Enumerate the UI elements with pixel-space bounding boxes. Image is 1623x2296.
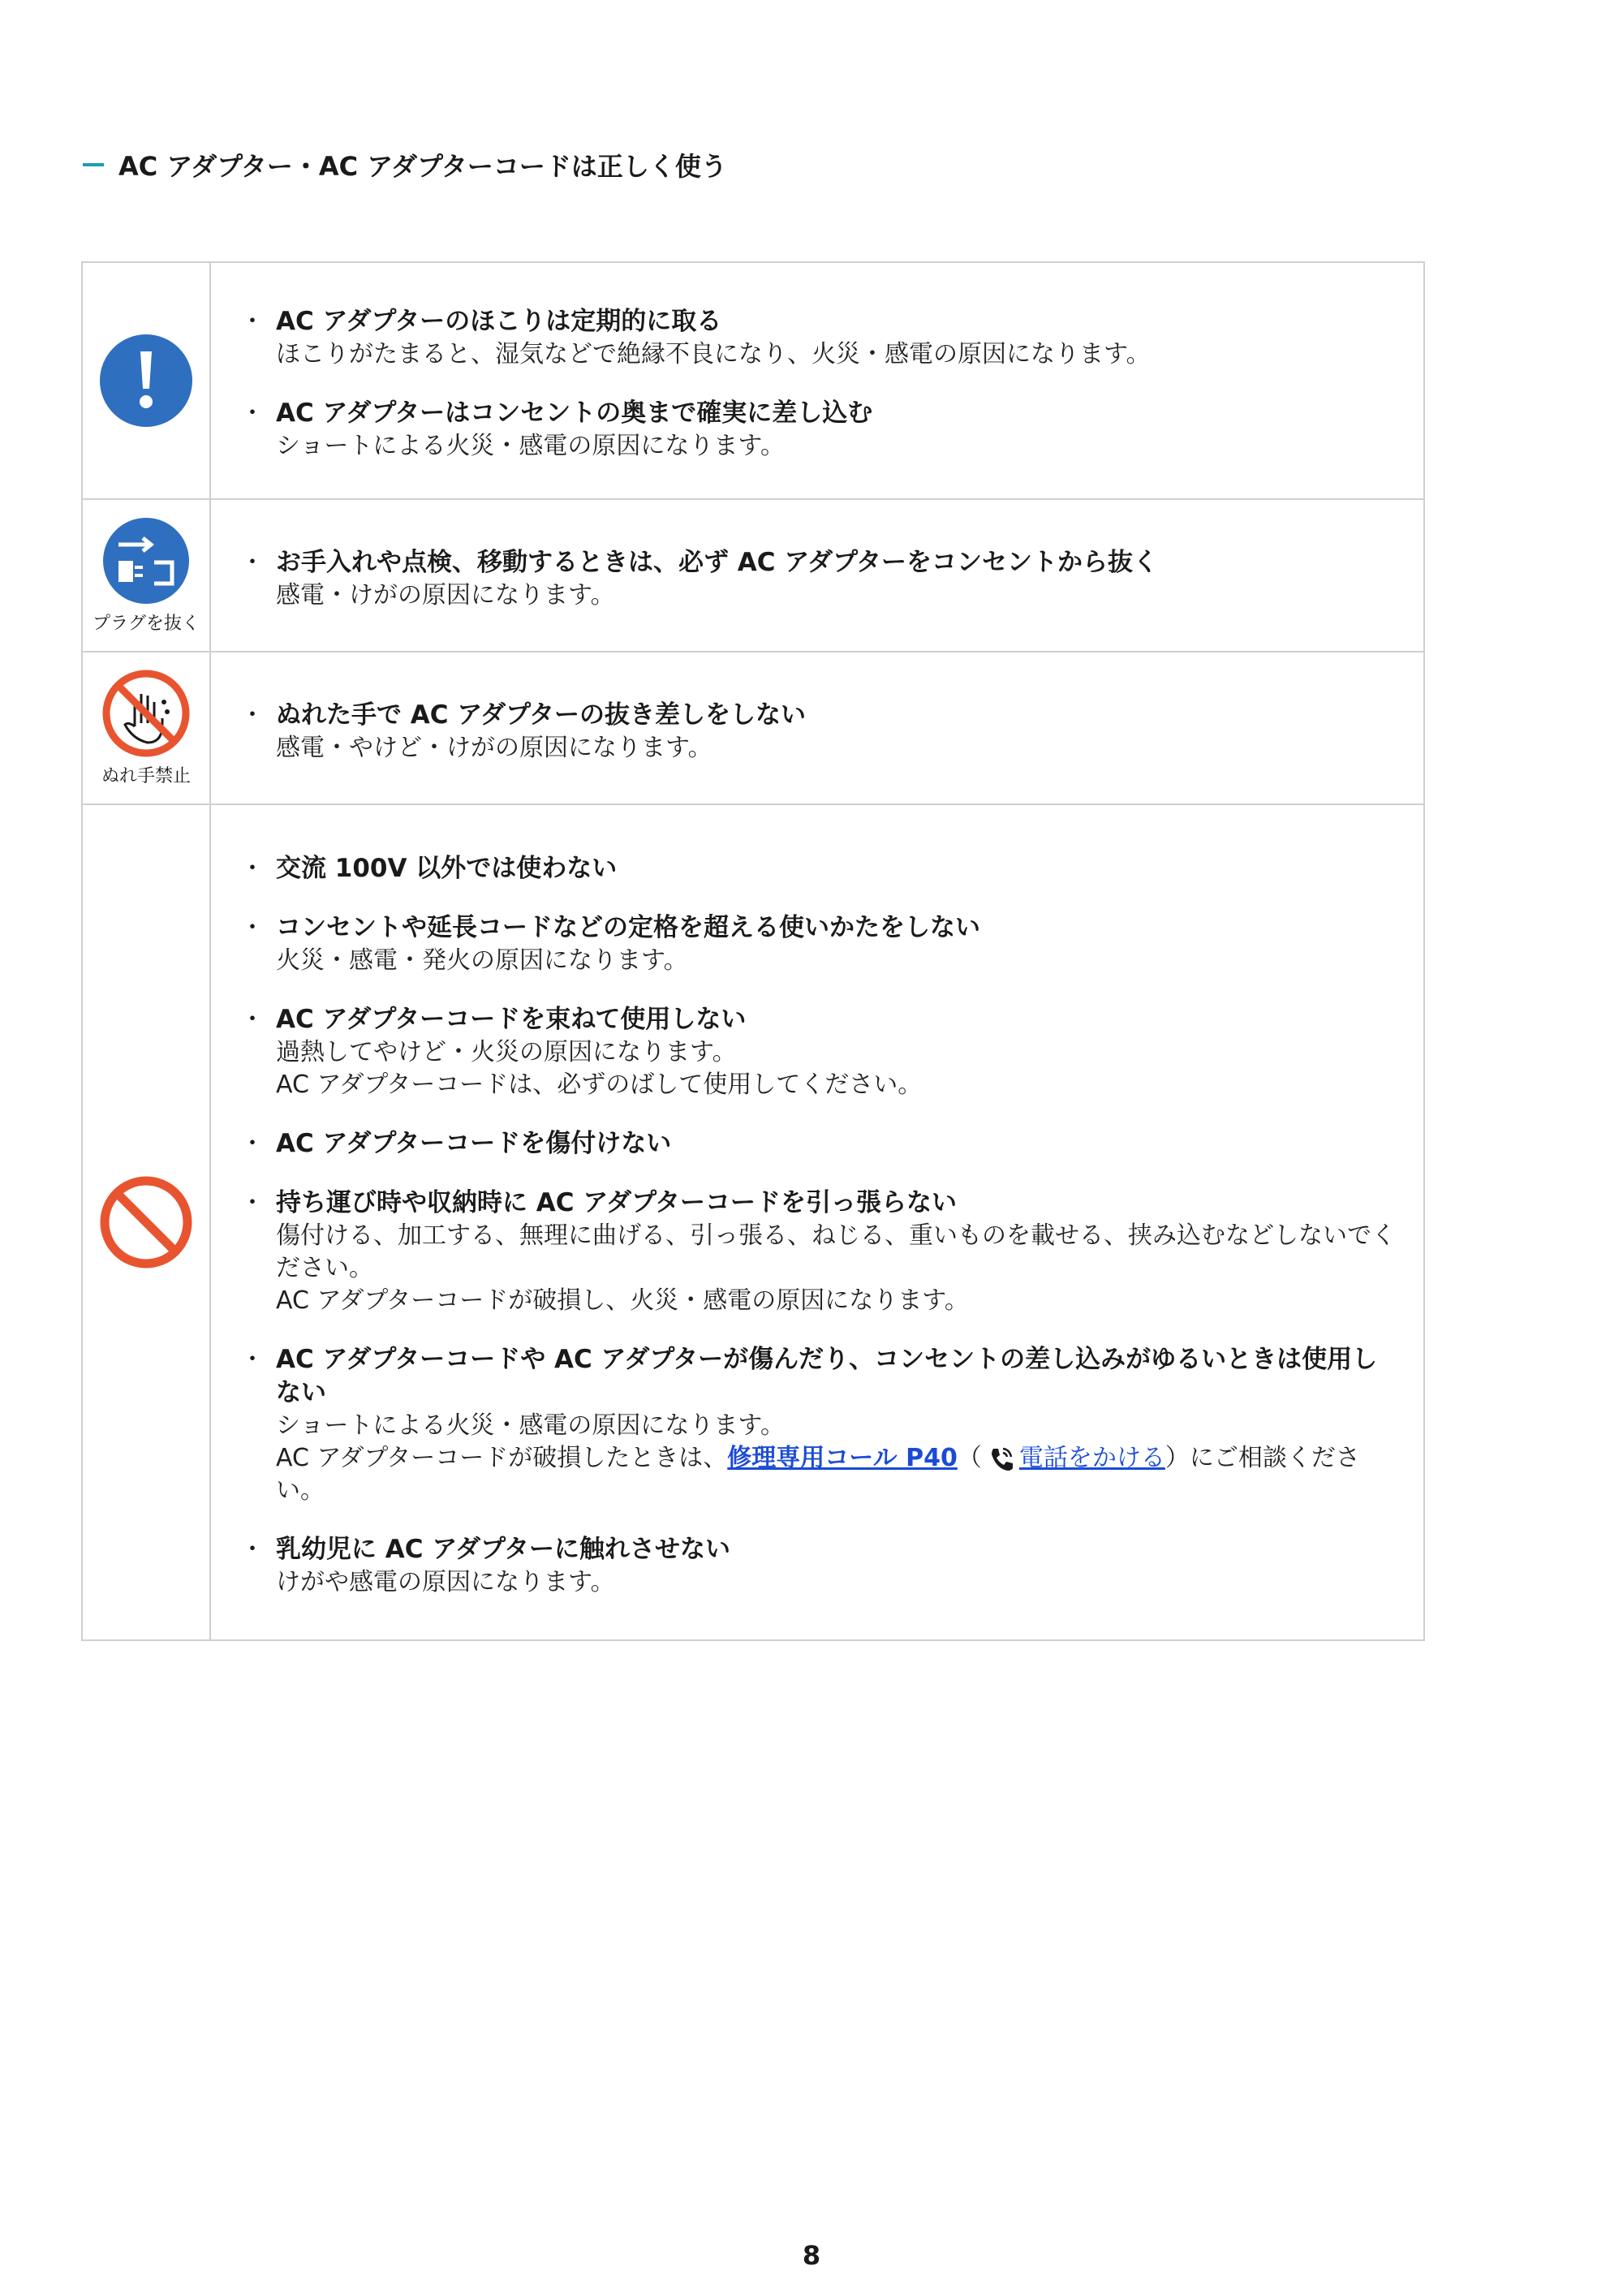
item-desc: 感電・けがの原因になります。 [276, 580, 615, 610]
list-item [243, 911, 1399, 977]
item-desc: ショートによる火災・感電の原因になります。 [276, 1411, 785, 1440]
list-item [243, 1003, 1399, 1101]
item-desc: ほこりがたまると、湿気などで絶縁不良になり、火災・感電の原因になります。 [276, 340, 1151, 368]
list-item [243, 1127, 1399, 1161]
item-desc: 傷付ける、加工する、無理に曲げる、引っ張る、ねじる、重いものを載せる、挟み込むなどしないでください。 [276, 1221, 1396, 1282]
item-title: ・ 持ち運び時や収納時に AC アダプターコードを引っ張らない [276, 1188, 957, 1217]
heading-dash [83, 163, 104, 166]
item-desc: 火災・感電・発火の原因になります。 [276, 946, 688, 975]
list-item [243, 546, 1399, 612]
item-title: ・ ぬれた手で AC アダプターの抜き差しをしない [276, 700, 806, 730]
phone-icon [987, 1445, 1014, 1473]
item-desc: ショートによる火災・感電の原因になります。 [276, 432, 785, 460]
warning-row [82, 262, 1424, 499]
text-cell [210, 652, 1424, 804]
section-heading [83, 146, 727, 183]
prohibited-icon [99, 1175, 193, 1269]
item-desc: AC アダプターコードが破損し、火災・感電の原因になります。 [276, 1286, 969, 1315]
icon-cell [82, 804, 210, 1640]
repair-call-link[interactable]: 修理専用コール P40 [727, 1444, 958, 1472]
item-title: ・ お手入れや点検、移動するときは、必ず AC アダプターをコンセントから抜く [276, 547, 1158, 577]
repair-contact-text [276, 1442, 1399, 1507]
list-item [243, 852, 1399, 885]
icon-caption: ぬれ手禁止 [101, 765, 191, 786]
repair-text-before: AC アダプターコードが破損したときは、 [276, 1444, 728, 1472]
icon-cell [82, 652, 210, 804]
warning-row [82, 804, 1424, 1640]
list-item [243, 397, 1399, 463]
item-desc: けがや感電の原因になります。 [276, 1568, 615, 1596]
icon-cell [82, 262, 210, 499]
unplug-icon [102, 517, 190, 605]
section-heading-text: AC アダプター・AC アダプターコードは正しく使う [118, 151, 727, 182]
text-cell [210, 804, 1424, 1640]
item-title: ・ AC アダプターコードや AC アダプターが傷んだり、コンセントの差し込みがゆるいときは使用しない [276, 1345, 1378, 1407]
repair-text-after: ）にご相談ください。 [276, 1444, 1360, 1505]
warning-row [82, 652, 1424, 804]
icon-caption: プラグを抜く [92, 613, 200, 634]
item-desc: AC アダプターコードは、必ずのばして使用してください。 [276, 1070, 923, 1099]
item-title: ・ AC アダプターはコンセントの奥まで確実に差し込む [276, 398, 873, 428]
warning-table [81, 261, 1425, 1641]
call-phone-link[interactable]: 電話をかける [1018, 1444, 1165, 1472]
list-item [243, 1343, 1399, 1507]
text-cell [210, 499, 1424, 652]
list-item [243, 1533, 1399, 1599]
warning-row [82, 499, 1424, 652]
item-title: ・ 乳幼児に AC アダプターに触れさせない [276, 1535, 730, 1564]
text-cell [210, 262, 1424, 499]
paren-open: （ [957, 1444, 982, 1472]
list-item [243, 699, 1399, 765]
item-title: ・ AC アダプターのほこりは定期的に取る [276, 307, 722, 336]
item-desc: 過熱してやけど・火災の原因になります。 [276, 1038, 737, 1066]
page-number: 8 [802, 2240, 821, 2271]
no-wet-hands-icon [102, 670, 190, 757]
exclamation-icon [99, 334, 193, 428]
item-title: ・ コンセントや延長コードなどの定格を超える使いかたをしない [276, 913, 980, 942]
item-desc: 感電・やけど・けがの原因になります。 [276, 733, 712, 762]
item-title: ・ 交流 100V 以外では使わない [276, 854, 618, 883]
list-item [243, 1187, 1399, 1317]
icon-cell [82, 499, 210, 652]
item-title: ・ AC アダプターコードを束ねて使用しない [276, 1005, 747, 1034]
list-item [243, 305, 1399, 371]
item-title: ・ AC アダプターコードを傷付けない [276, 1129, 672, 1158]
